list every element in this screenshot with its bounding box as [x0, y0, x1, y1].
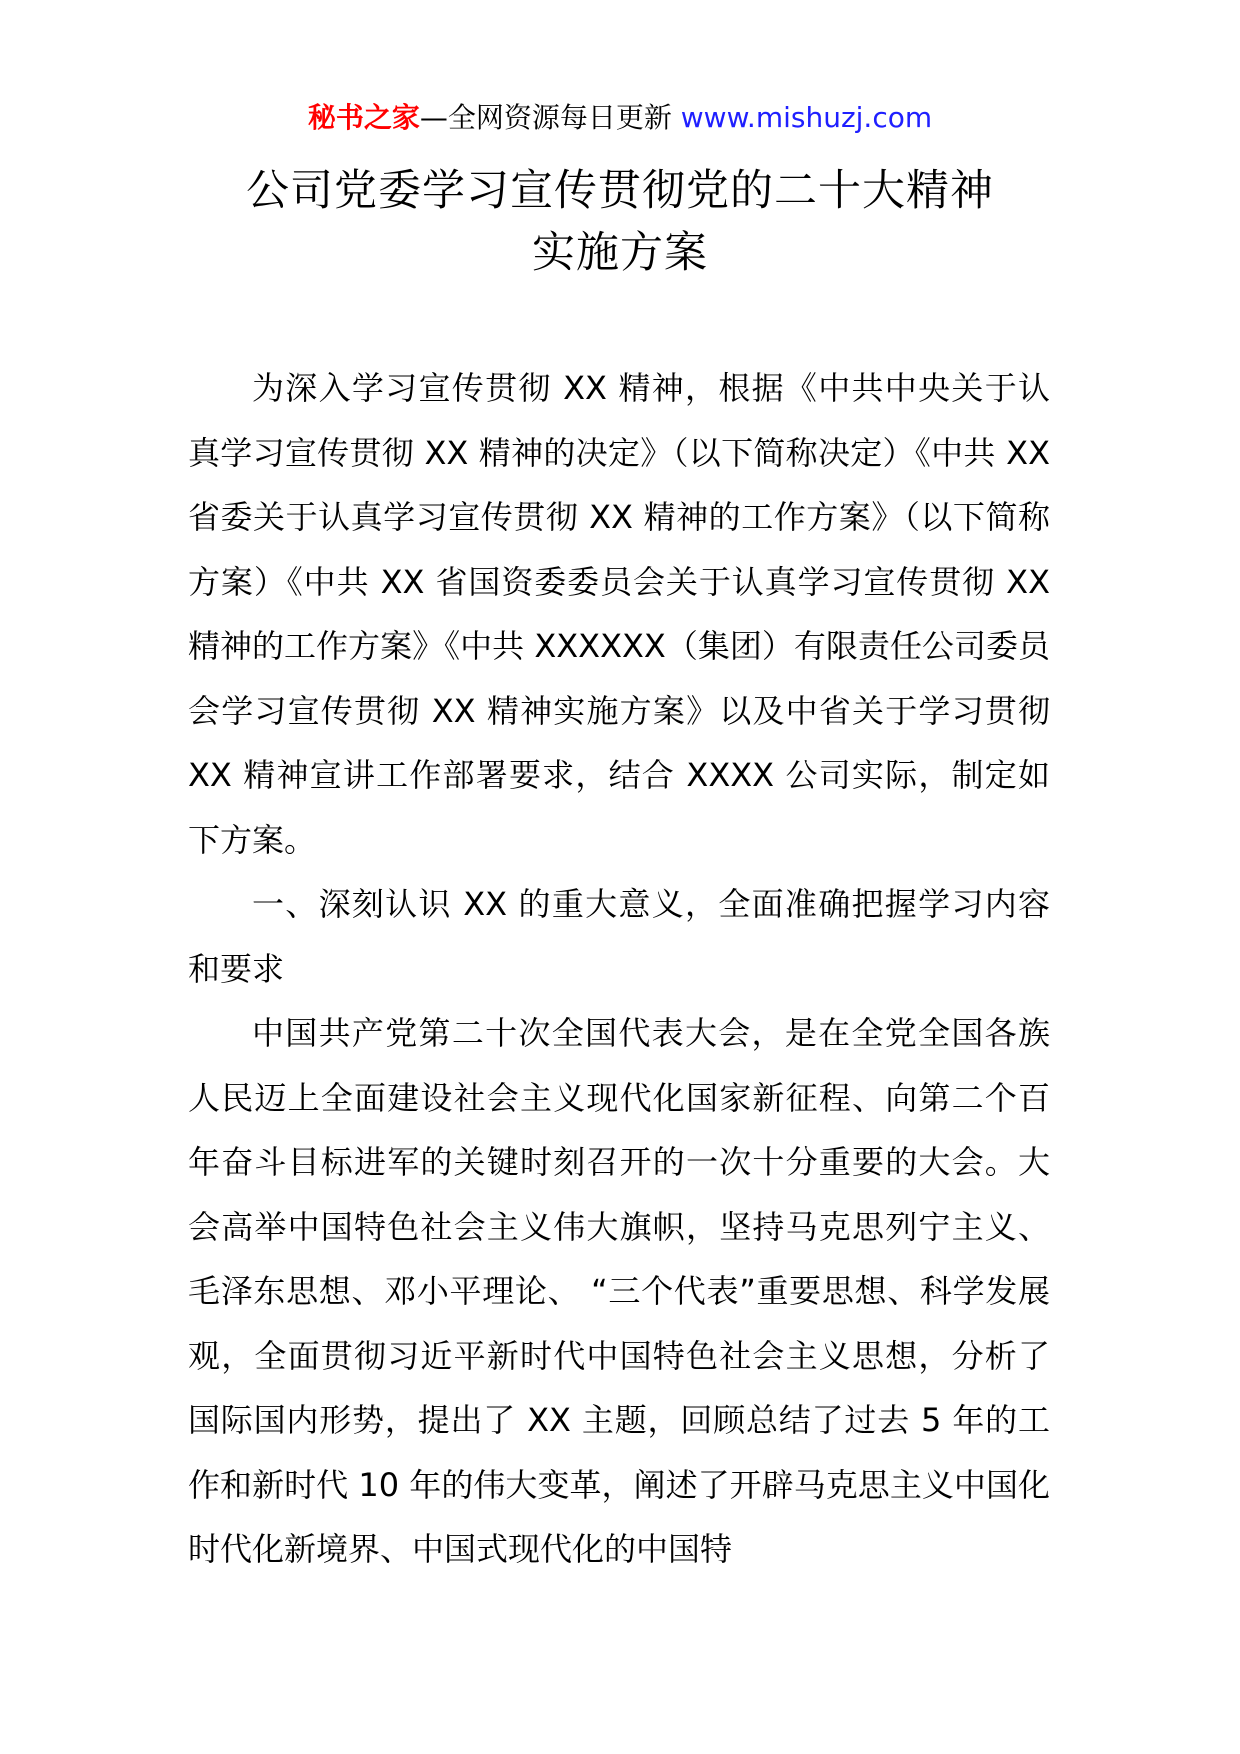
document-title-line-2: 实施方案 — [532, 228, 708, 278]
banner-brand: 秘书之家 — [307, 101, 420, 134]
banner-url-link[interactable]: www.mishuzj.com — [680, 101, 933, 134]
document-body — [188, 356, 1050, 1582]
document-title-line-1: 公司党委学习宣传贯彻党的二十大精神 — [246, 166, 994, 216]
site-banner — [0, 98, 1240, 138]
document-title — [0, 160, 1240, 284]
body-paragraph: 中国共产党第二十次全国代表大会，是在全党全国各族人民迈上全面建设社会主义现代化国家新征程、向第二个百年奋斗目标进军的关键时刻召开的一次十分重要的大会。大会高举中国特色社会主义伟大旗帜，坚持马克思列宁主义、毛泽东思想、邓小平理论、 “三个代表”重要思想、科学发展观，全面贯彻习近平新时代中国特色社会主义思想，分析了国际国内形势，提出了 XX 主题，回顾总结了过去 5 年的工作和新时代 10 年的伟大变革，阐述了开辟马克思主义中国化时代化新境界、中国式现代化的中国特 — [188, 1014, 1050, 1568]
section-heading-1: 一、深刻认识 XX 的重大意义，全面准确把握学习内容和要求 — [188, 885, 1050, 988]
banner-slogan: —全网资源每日更新 — [419, 101, 681, 134]
intro-paragraph: 为深入学习宣传贯彻 XX 精神，根据《中共中央关于认真学习宣传贯彻 XX 精神的决定》（以下简称决定）《中共 XX 省委关于认真学习宣传贯彻 XX 精神的工作方案》（以下简称方案）《中共 XX 省国资委委员会关于认真学习宣传贯彻 XX 精神的工作方案》《中共 XXXXXX（集团）有限责任公司委员会学习宣传贯彻 XX 精神实施方案》以及中省关于学习贯彻 XX 精神宣讲工作部署要求，结合 XXXX 公司实际，制定如下方案。 — [188, 369, 1050, 859]
